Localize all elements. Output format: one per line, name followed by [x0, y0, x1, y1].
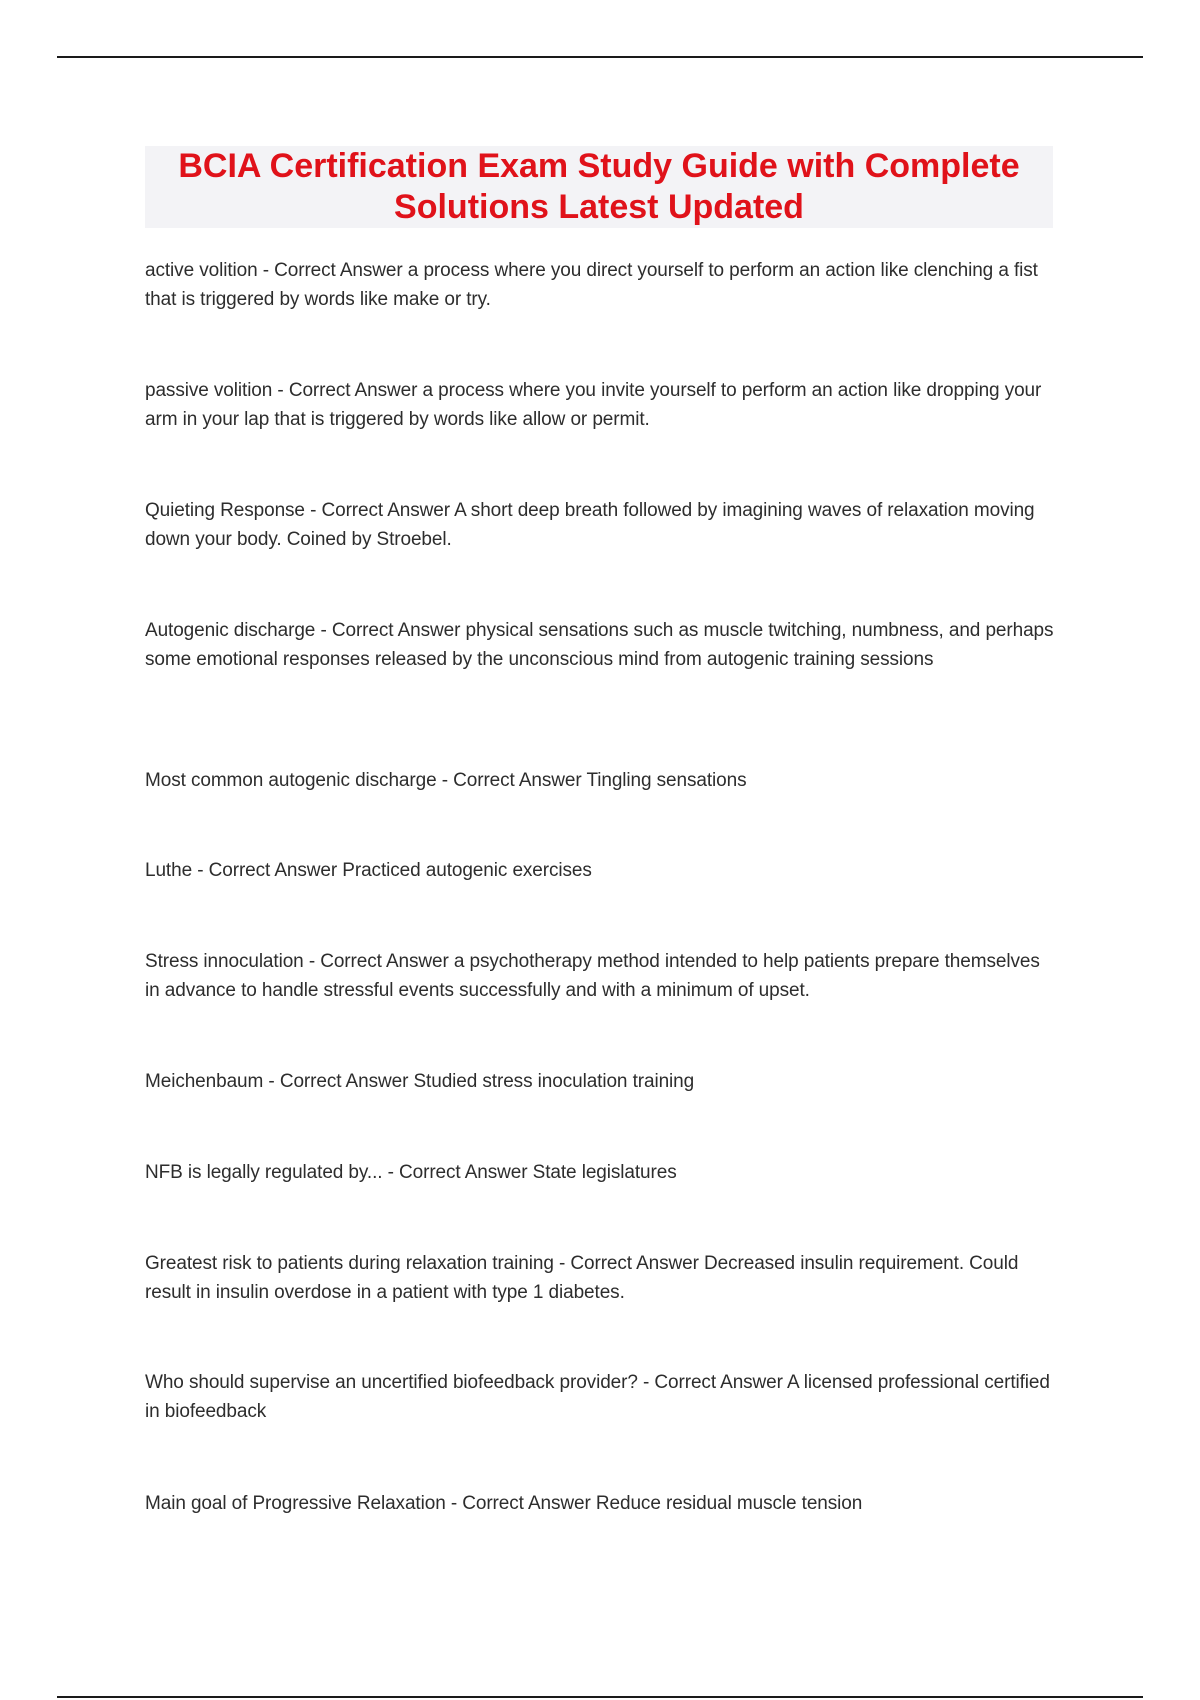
top-rule — [57, 56, 1143, 58]
title-line-1: BCIA Certification Exam Study Guide with Complete — [178, 147, 1020, 185]
qa-entry-stress-innoculation: Stress innoculation - Correct Answer a psychotherapy method intended to help patients prepare themselves in advance to handle stressful events successfully and with a minimum of upset. — [145, 951, 1040, 1001]
qa-entry-greatest-risk: Greatest risk to patients during relaxation training - Correct Answer Decreased insulin requirement. Could result in insulin overdose in a patient with type 1 diabetes. — [145, 1253, 1019, 1303]
qa-entry-progressive-relaxation: Main goal of Progressive Relaxation - Correct Answer Reduce residual muscle tension — [145, 1493, 863, 1514]
qa-entry-passive-volition: passive volition - Correct Answer a process where you invite yourself to perform an action like dropping your arm in your lap that is triggered by words like allow or permit. — [145, 380, 1042, 430]
title-line-2: Solutions Latest Updated — [394, 188, 804, 226]
qa-entry-active-volition: active volition - Correct Answer a process where you direct yourself to perform an action like clenching a fist that is triggered by words like make or try. — [145, 260, 1038, 310]
qa-entry-supervision: Who should supervise an uncertified biofeedback provider? - Correct Answer A licensed professional certified in biofeedback — [145, 1372, 1050, 1422]
qa-entry-most-common-autogenic-discharge: Most common autogenic discharge - Correct Answer Tingling sensations — [145, 770, 747, 791]
qa-entry-meichenbaum: Meichenbaum - Correct Answer Studied stress inoculation training — [145, 1071, 695, 1092]
qa-entry-luthe: Luthe - Correct Answer Practiced autogenic exercises — [145, 860, 592, 881]
document-title — [145, 146, 1053, 228]
qa-entry-quieting-response: Quieting Response - Correct Answer A short deep breath followed by imagining waves of relaxation moving down your body. Coined by Stroebel. — [145, 500, 1035, 550]
qa-entry-autogenic-discharge: Autogenic discharge - Correct Answer physical sensations such as muscle twitching, numbness, and perhaps some emotional responses released by the unconscious mind from autogenic training sessions — [145, 620, 1054, 670]
bottom-rule — [57, 1696, 1143, 1698]
qa-entry-nfb-regulation: NFB is legally regulated by... - Correct Answer State legislatures — [145, 1162, 677, 1183]
